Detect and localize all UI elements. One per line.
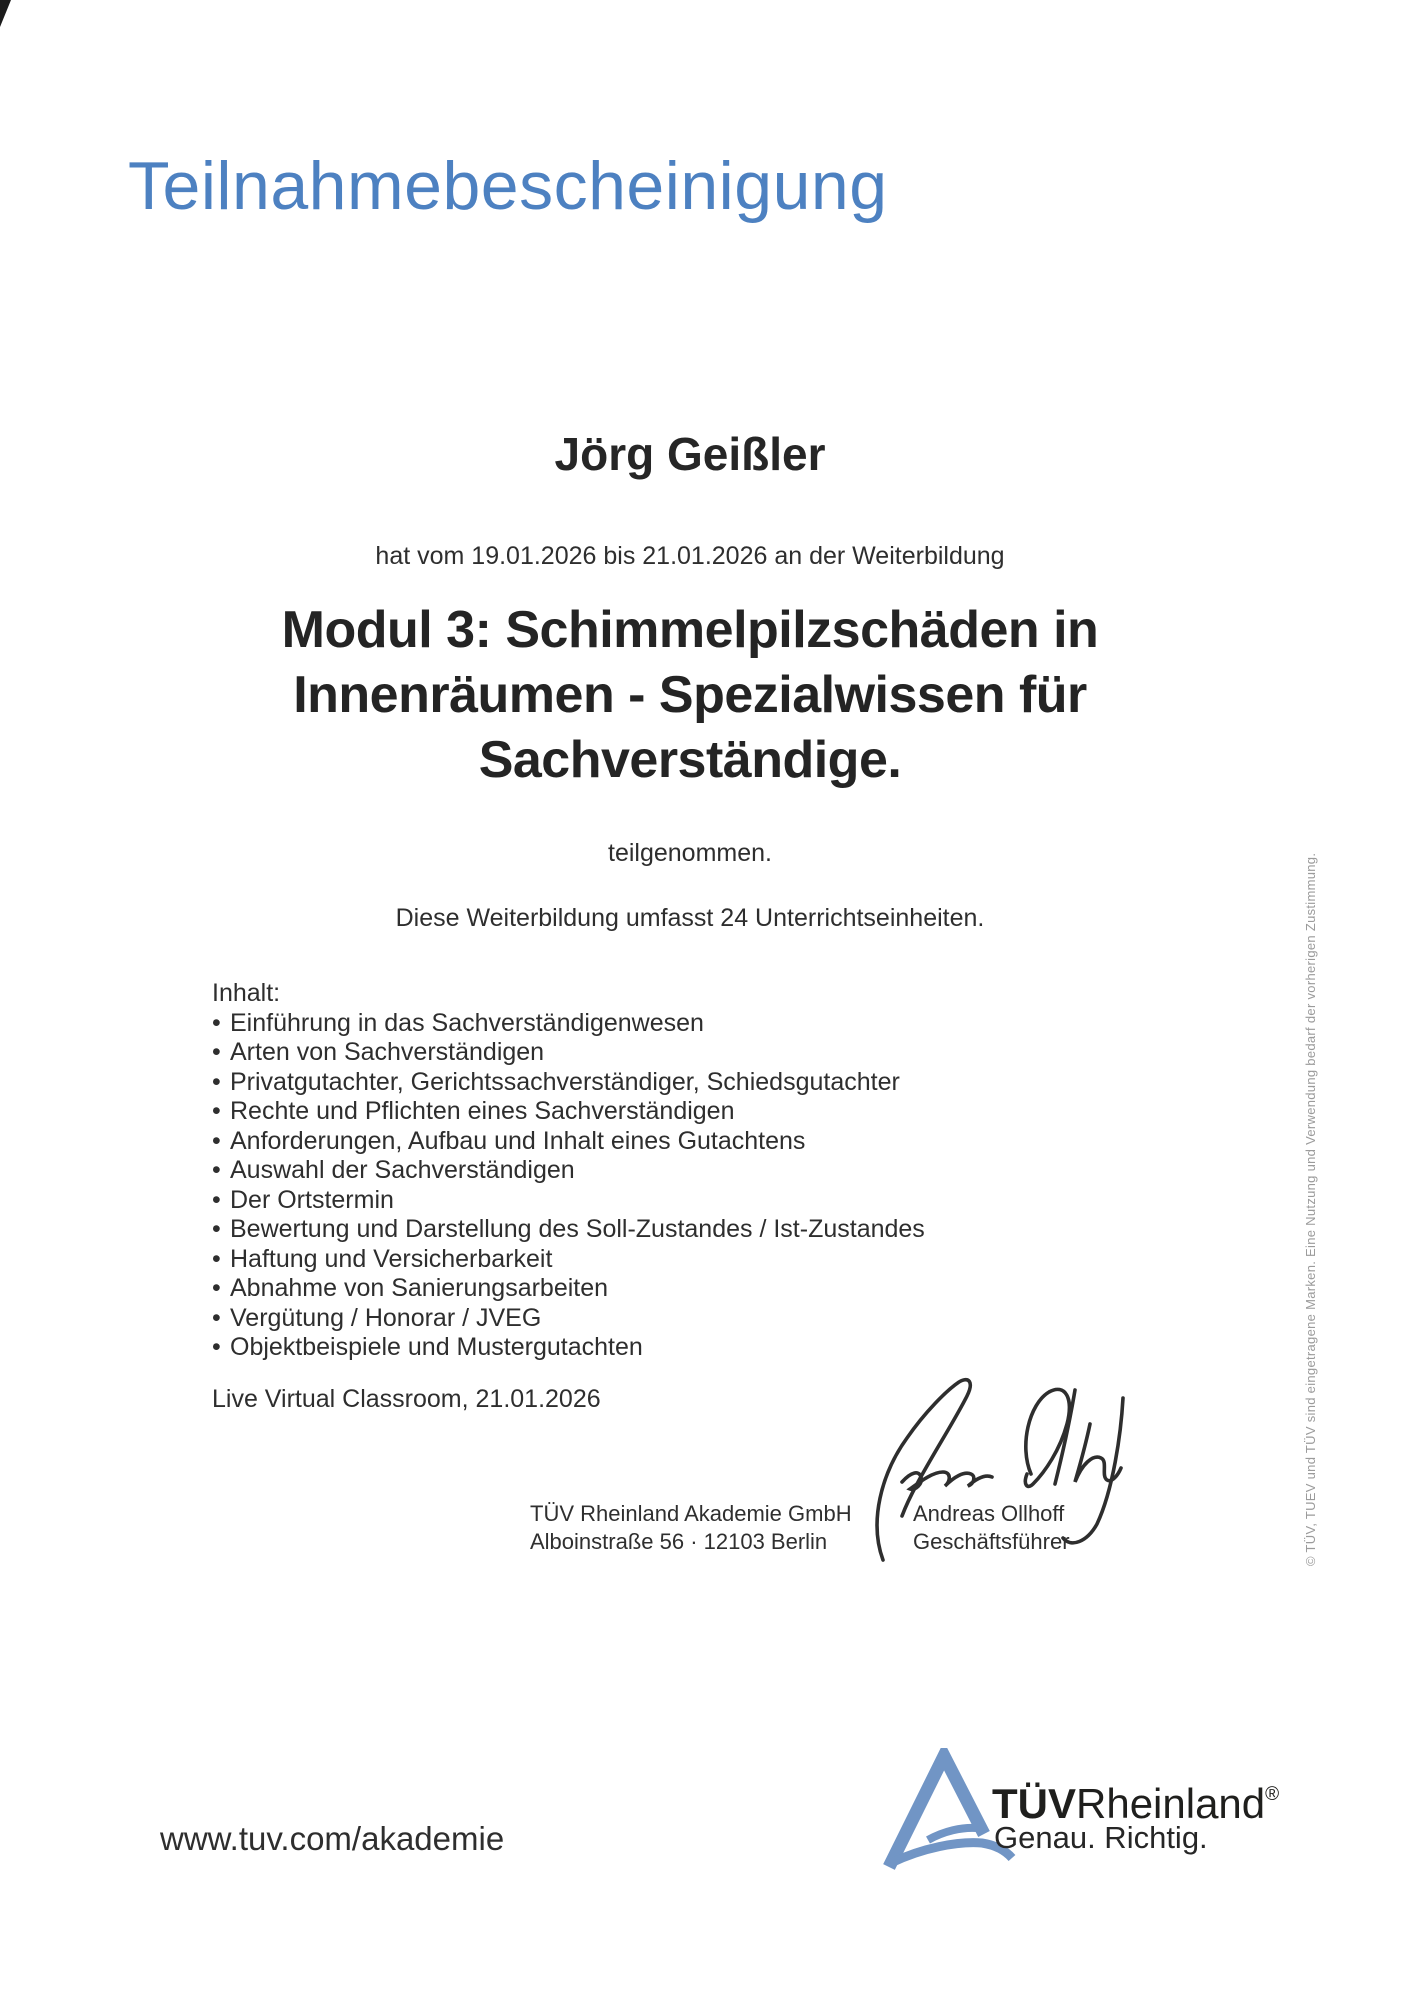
location-date: Live Virtual Classroom, 21.01.2026 <box>212 1385 601 1413</box>
course-title-line-2: Innenräumen - Spezialwissen für <box>293 666 1087 724</box>
registered-mark: ® <box>1265 1784 1280 1805</box>
content-item: • Arten von Sachverständigen <box>212 1038 925 1068</box>
intro-line: hat vom 19.01.2026 bis 21.01.2026 an der Weiterbildung <box>375 542 1005 570</box>
participant-name: Jörg Geißler <box>554 428 826 480</box>
content-item: • Anforderungen, Aufbau und Inhalt eines Gutachtens <box>212 1127 925 1157</box>
scope-line: Diese Weiterbildung umfasst 24 Unterrichtseinheiten. <box>395 904 985 932</box>
website-text: www.tuv.com/akademie <box>160 1820 505 1857</box>
content-item: • Der Ortstermin <box>212 1186 925 1216</box>
content-section <box>212 979 925 1363</box>
content-item: • Privatgutachter, Gerichtssachverständiger, Schiedsgutachter <box>212 1068 925 1098</box>
scan-artifact <box>0 0 11 27</box>
course-title-line-1: Modul 3: Schimmelpilzschäden in <box>281 601 1099 659</box>
issuer-address: Alboinstraße 56 · 12103 Berlin <box>530 1529 828 1554</box>
content-item: • Einführung in das Sachverständigenwesen <box>212 1009 925 1039</box>
trademark-side-note: © TÜV, TUEV und TÜV sind eingetragene Marken. Eine Nutzung und Verwendung bedarf der vorherigen Zustimmung. <box>1303 852 1318 1566</box>
content-list <box>212 1009 925 1363</box>
signatory-name: Andreas Ollhoff <box>913 1501 1065 1526</box>
content-item: • Bewertung und Darstellung des Soll-Zustandes / Ist-Zustandes <box>212 1215 925 1245</box>
content-item: • Vergütung / Honorar / JVEG <box>212 1304 925 1334</box>
signatory-block <box>913 1500 1070 1556</box>
logo-brand-regular: Rheinland <box>1076 1780 1266 1827</box>
issuer-name: TÜV Rheinland Akademie GmbH <box>530 1501 852 1526</box>
course-title-line-3: Sachverständige. <box>478 731 902 789</box>
issuer-block <box>530 1500 852 1556</box>
page-title: Teilnahmebescheinigung <box>128 148 888 224</box>
logo-brand-bold: TÜV <box>992 1780 1076 1827</box>
course-title <box>0 598 1380 793</box>
content-heading: Inhalt: <box>212 979 281 1007</box>
content-item: • Haftung und Versicherbarkeit <box>212 1245 925 1275</box>
logo-tagline: Genau. Richtig. <box>994 1820 1208 1855</box>
participation-line: teilgenommen. <box>608 839 772 867</box>
content-item: • Abnahme von Sanierungsarbeiten <box>212 1274 925 1304</box>
signatory-role: Geschäftsführer <box>913 1529 1070 1554</box>
tuv-rheinland-logo <box>992 1772 1279 1827</box>
content-item: • Objektbeispiele und Mustergutachten <box>212 1333 925 1363</box>
content-item: • Auswahl der Sachverständigen <box>212 1156 925 1186</box>
content-item: • Rechte und Pflichten eines Sachverständigen <box>212 1097 925 1127</box>
